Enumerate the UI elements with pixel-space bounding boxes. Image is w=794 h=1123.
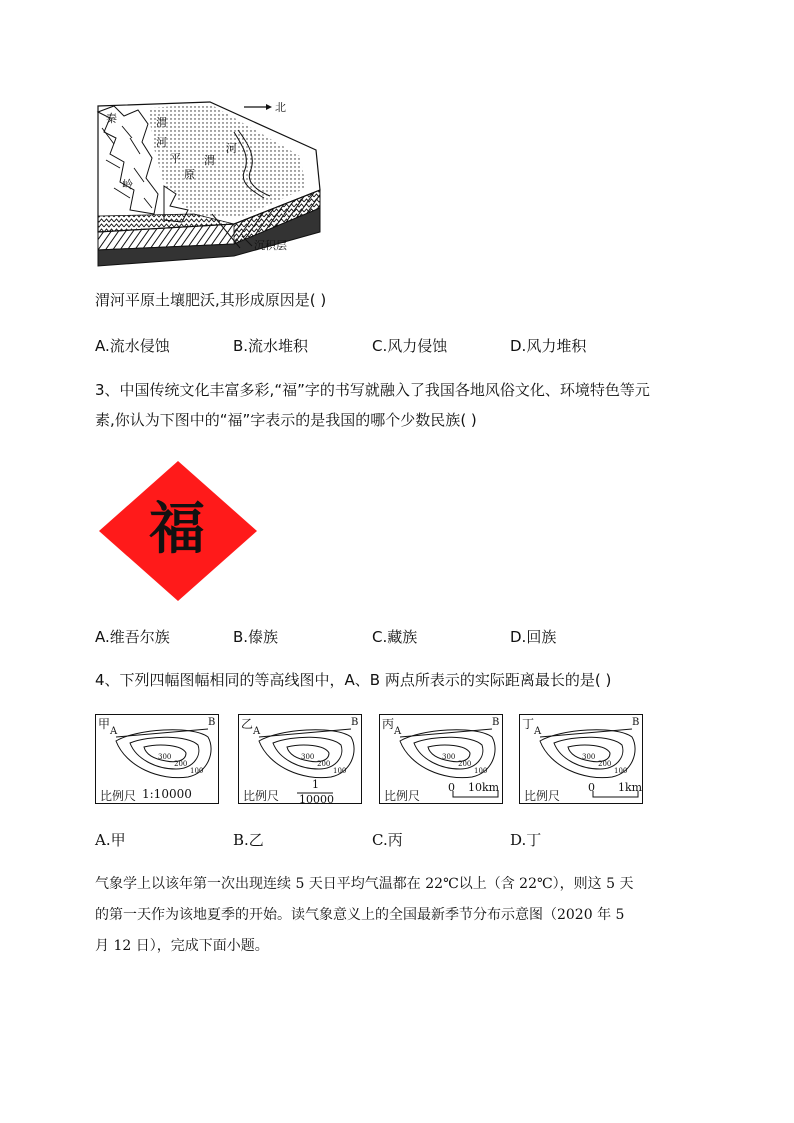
q2-option-a[interactable]: A.流水侵蚀 (95, 337, 170, 355)
map-ding-contour-300: 300 (582, 753, 596, 761)
q4-option-c[interactable]: C.丙 (372, 831, 403, 849)
q3-option-c[interactable]: C.藏族 (372, 628, 418, 646)
q4-option-b[interactable]: B.乙 (233, 831, 264, 849)
q3-option-b[interactable]: B.傣族 (233, 628, 279, 646)
map-bing-scale-distance: 10km (468, 781, 500, 794)
map-yi-scale-denominator: 10000 (299, 793, 334, 806)
map-jia-contour-100: 100 (190, 767, 204, 775)
map-bing-scale-zero: 0 (448, 781, 455, 794)
wei-river-block-diagram (94, 98, 334, 268)
q3-option-d[interactable]: D.回族 (510, 628, 557, 646)
map-bing-contour-100: 100 (474, 767, 488, 775)
passage-line3: 月 12 日），完成下面小题。 (95, 938, 269, 954)
label-yuan: 原 (184, 168, 195, 181)
q4-stem: 4、下列四幅图幅相同的等高线图中，A、B 两点所表示的实际距离最长的是( ) (95, 671, 612, 689)
q2-option-b[interactable]: B.流水堆积 (233, 337, 309, 355)
contour-map-yi (238, 714, 362, 804)
sediment-label: 沉积层 (254, 239, 287, 252)
map-yi-scale-prefix: 比例尺 (243, 789, 280, 803)
map-ding-scale-distance: 1km (618, 781, 643, 794)
label-wei-2: 渭 (204, 154, 215, 167)
map-ding-contour-100: 100 (614, 767, 628, 775)
map-ding-scale-prefix: 比例尺 (524, 789, 561, 803)
map-bing-scale-prefix: 比例尺 (384, 789, 421, 803)
map-ding-name: 丁 (522, 717, 535, 731)
label-he-1: 河 (156, 136, 167, 149)
map-yi-scale-numerator: 1 (312, 778, 319, 791)
map-jia-contour-200: 200 (174, 760, 188, 768)
map-jia-scale-prefix: 比例尺 (100, 789, 137, 803)
map-bing-name: 丙 (382, 717, 395, 731)
map-ding-point-a: A (534, 726, 542, 737)
q4-option-a[interactable]: A.甲 (95, 831, 126, 849)
map-jia-point-a: A (110, 726, 118, 737)
contour-map-ding (519, 714, 643, 804)
passage-line1: 气象学上以该年第一次出现连续 5 天日平均气温都在 22℃以上（含 22℃），则这 5 天 (95, 876, 634, 892)
map-jia-name: 甲 (98, 717, 111, 731)
map-yi-contour-200: 200 (317, 760, 331, 768)
map-yi-contour-100: 100 (333, 767, 347, 775)
q4-option-d[interactable]: D.丁 (510, 831, 542, 849)
label-ling: 岭 (122, 178, 133, 191)
map-bing-point-a: A (394, 726, 402, 737)
passage-line2: 的第一天作为该地夏季的开始。读气象意义上的全国最新季节分布示意图（2020 年 5 (95, 907, 625, 923)
label-he-2: 河 (226, 142, 237, 155)
fu-diamond-image (99, 461, 257, 601)
q3-option-a[interactable]: A.维吾尔族 (95, 628, 170, 646)
q3-stem-line2: 素,你认为下图中的“福”字表示的是我国的哪个少数民族( ) (95, 411, 477, 429)
map-ding-point-b: B (632, 717, 640, 728)
q3-stem-line1: 3、中国传统文化丰富多彩,“福”字的书写就融入了我国各地风俗文化、环境特色等元 (95, 381, 650, 399)
map-jia-point-b: B (208, 717, 216, 728)
map-yi-contour-300: 300 (301, 753, 315, 761)
map-jia-contour-300: 300 (158, 753, 172, 761)
map-yi-name: 乙 (241, 717, 254, 731)
map-yi-point-b: B (351, 717, 359, 728)
label-wei-1: 渭 (156, 116, 167, 129)
north-label: 北 (275, 101, 286, 114)
contour-map-jia (95, 714, 219, 804)
map-bing-contour-300: 300 (442, 753, 456, 761)
map-ding-contour-200: 200 (598, 760, 612, 768)
map-ding-scale-zero: 0 (588, 781, 595, 794)
q2-option-d[interactable]: D.风力堆积 (510, 337, 587, 355)
fu-character: 福 (149, 496, 205, 562)
label-qin: 秦 (106, 112, 117, 125)
contour-map-bing (379, 714, 503, 804)
map-yi-point-a: A (253, 726, 261, 737)
label-ping: 平 (170, 152, 181, 165)
q2-stem: 渭河平原土壤肥沃,其形成原因是( ) (95, 291, 327, 309)
map-jia-scale-value: 1:10000 (142, 787, 192, 801)
q2-option-c[interactable]: C.风力侵蚀 (372, 337, 448, 355)
map-bing-contour-200: 200 (458, 760, 472, 768)
map-bing-point-b: B (492, 717, 500, 728)
